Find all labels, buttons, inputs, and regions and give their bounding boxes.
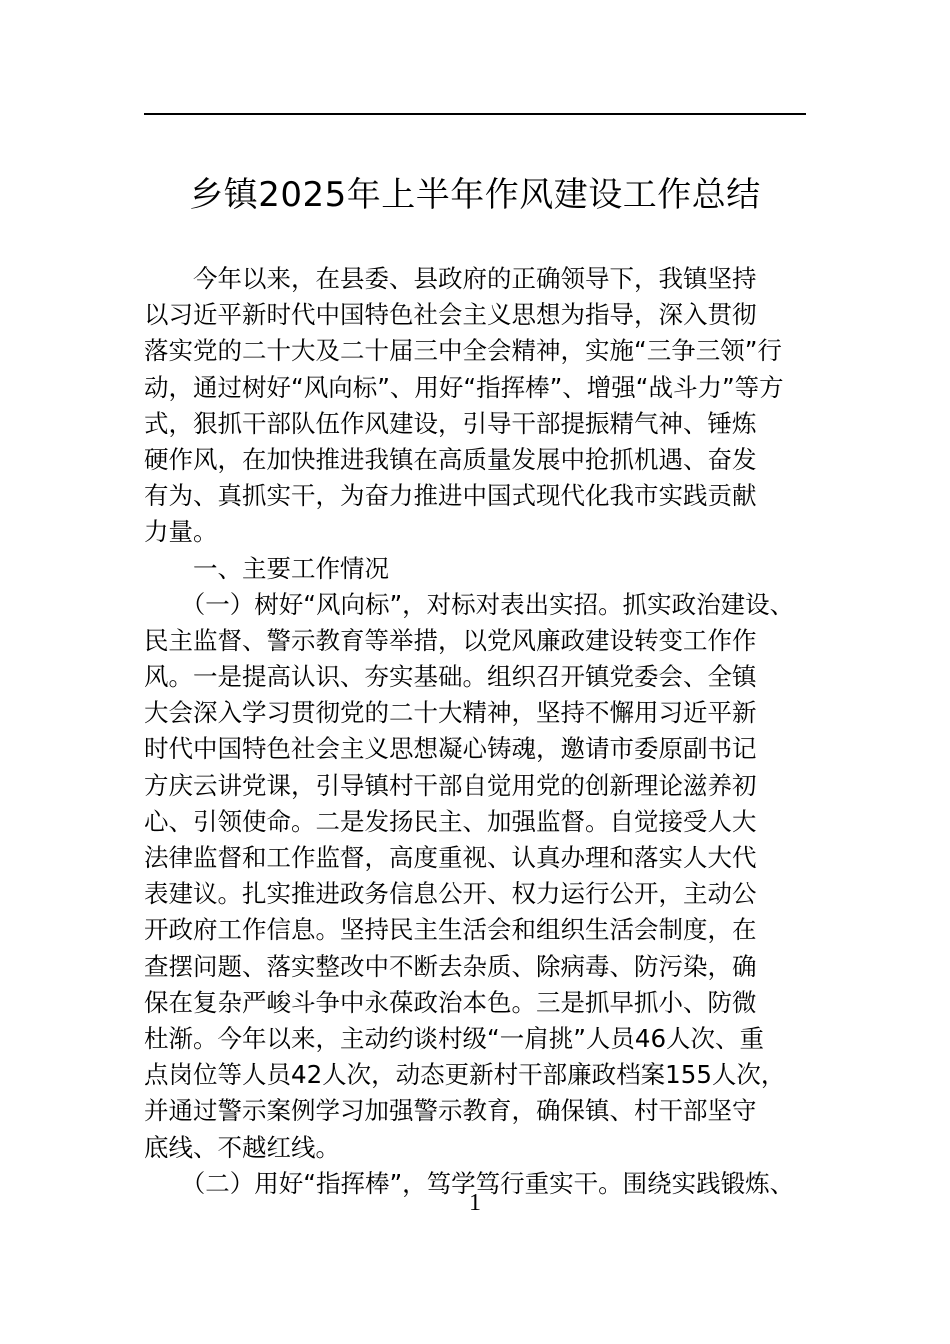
body-line: 查摆问题、落实整改中不断去杂质、除病毒、防污染，确 — [144, 951, 757, 981]
body-line: 时代中国特色社会主义思想凝心铸魂，邀请市委原副书记 — [144, 734, 757, 764]
body-line: 式，狠抓干部队伍作风建设，引导干部提振精气神、锤炼 — [144, 408, 757, 438]
body-line: 风。一是提高认识、夯实基础。组织召开镇党委会、全镇 — [144, 662, 757, 692]
body-line: 有为、真抓实干，为奋力推进中国式现代化我市实践贡献 — [144, 481, 757, 511]
body-line: 硬作风，在加快推进我镇在高质量发展中抢抓机遇、奋发 — [144, 444, 757, 474]
document-title: 乡镇2025年上半年作风建设工作总结 — [189, 175, 761, 215]
body-line: 法律监督和工作监督，高度重视、认真办理和落实人大代 — [144, 843, 757, 872]
body-line: 大会深入学习贯彻党的二十大精神，坚持不懈用习近平新 — [144, 698, 757, 728]
body-line: 点岗位等人员42人次，动态更新村干部廉政档案155人次， — [144, 1060, 786, 1090]
body-line: 今年以来，在县委、县政府的正确领导下，我镇坚持 — [144, 264, 757, 293]
body-line: 底线、不越红线。 — [144, 1132, 340, 1162]
body-line: 力量。 — [144, 517, 218, 547]
body-line: 落实党的二十大及二十届三中全会精神，实施“三争三领”行 — [144, 336, 782, 366]
body-line: 表建议。扎实推进政务信息公开、权力运行公开，主动公 — [144, 879, 757, 909]
body-line: 心、引领使命。二是发扬民主、加强监督。自觉接受人大 — [144, 806, 757, 836]
body-line: 并通过警示案例学习加强警示教育，确保镇、村干部坚守 — [144, 1096, 757, 1126]
page-number: 1 — [469, 1190, 481, 1216]
body-line: （一）树好“风向标”，对标对表出实招。抓实政治建设、 — [144, 589, 795, 619]
body-line: 保在复杂严峻斗争中永葆政治本色。三是抓早抓小、防微 — [144, 987, 757, 1017]
section-heading: 一、主要工作情况 — [144, 553, 389, 583]
body-line: 开政府工作信息。坚持民主生活会和组织生活会制度，在 — [144, 915, 757, 945]
body-line: 方庆云讲党课，引导镇村干部自觉用党的创新理论滋养初 — [144, 770, 757, 800]
body-line: 杜渐。今年以来，主动约谈村级“一肩挑”人员46人次、重 — [144, 1023, 765, 1053]
body-line: 动，通过树好“风向标”、用好“指挥棒”、增强“战斗力”等方 — [144, 372, 784, 402]
body-line: 民主监督、警示教育等举措，以党风廉政建设转变工作作 — [144, 625, 757, 655]
document-body — [144, 261, 824, 1202]
body-line: （二）用好“指挥棒”，笃学笃行重实干。围绕实践锻炼、 — [144, 1168, 795, 1198]
body-line: 以习近平新时代中国特色社会主义思想为指导，深入贯彻 — [144, 300, 757, 330]
header-rule — [144, 113, 806, 115]
